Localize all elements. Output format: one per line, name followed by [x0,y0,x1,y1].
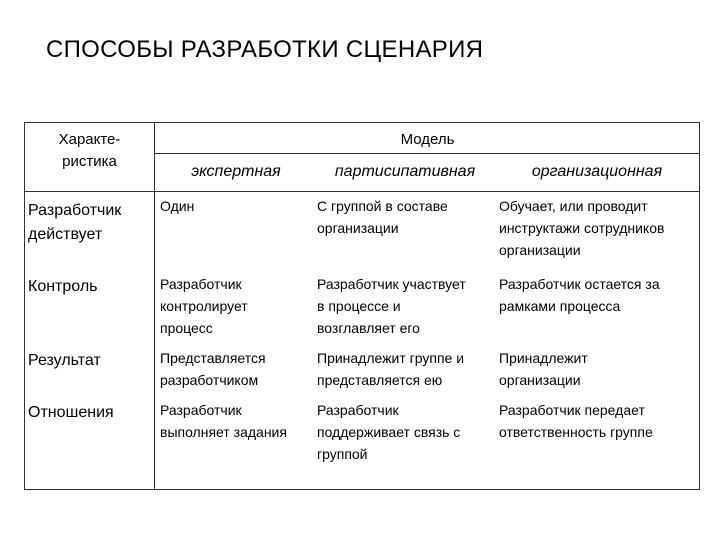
table-cell: Принадлежит группе и представляется ею [317,350,465,388]
table-cell: Разработчик выполняет задания [160,402,287,440]
row-label-acts: Разработчик действует [28,202,122,243]
header-bottom-line [25,191,699,192]
table-cell: Разработчик передает ответственность группе [499,402,653,440]
page-title: СПОСОБЫ РАЗРАБОТКИ СЦЕНАРИЯ [46,36,484,63]
table-cell: С группой в составе организации [317,198,448,236]
corner-header: Характе- ристика [58,131,121,170]
column-header-participative: партисипативная [334,163,476,180]
table-cell: Разработчик остается за рамками процесса [499,276,660,314]
comparison-table [24,122,700,490]
table-cell: Принадлежит организации [499,350,588,388]
row-label-relations: Отношения [28,404,114,421]
table-cell: Один [160,198,195,214]
table-cell: Разработчик контролирует процесс [160,276,248,336]
model-group-header: Модель [400,131,455,148]
column-header-expert: экспертная [191,163,281,180]
row-label-control: Контроль [28,278,98,295]
row-label-result: Результат [28,352,101,369]
table-cell: Разработчик поддерживает связь с группой [317,402,461,462]
table-cell: Обучает, или проводит инструктажи сотрудников организации [499,198,665,258]
table-cell: Представляется разработчиком [160,350,266,388]
column-header-organizational: организационная [531,163,663,180]
table-cell: Разработчик участвует в процессе и возглавляет его [317,276,466,336]
header-divider [154,153,699,154]
